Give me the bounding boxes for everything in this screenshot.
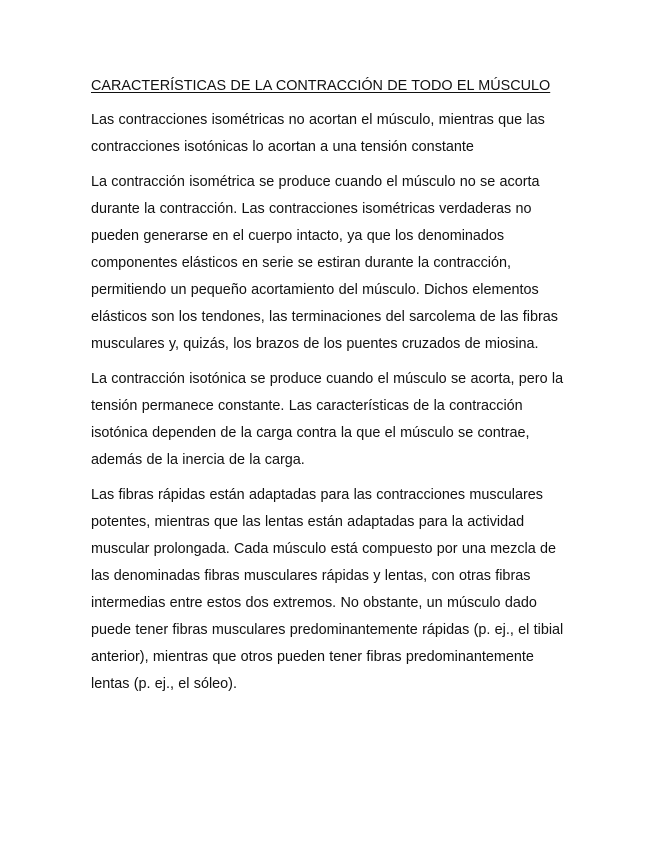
paragraph-3: La contracción isotónica se produce cuando el músculo se acorta, pero la tensión permanece constante. Las características de la contracción isotónica dependen de la carga contra la que el músculo se contrae, además de la inercia de la carga.	[91, 371, 564, 468]
paragraph-4: Las fibras rápidas están adaptadas para las contracciones musculares potentes, mientras que las lentas están adaptadas para la actividad muscular prolongada. Cada músculo está compuesto por una mezcla de las denominadas fibras musculares rápidas y lentas, con otras fibras intermedias entre estos dos extremos. No obstante, un músculo dado puede tener fibras musculares predominantemente rápidas (p. ej., el tibial anterior), mientras que otros pueden tener fibras predominantemente lentas (p. ej., el sóleo).	[91, 487, 564, 692]
paragraph-2: La contracción isométrica se produce cuando el músculo no se acorta durante la contracción. Las contracciones isométricas verdaderas no pueden generarse en el cuerpo intacto, ya que los denominados componentes elásticos en serie se estiran durante la contracción, permitiendo un pequeño acortamiento del músculo. Dichos elementos elásticos son los tendones, las terminaciones del sarcolema de las fibras musculares y, quizás, los brazos de los puentes cruzados de miosina.	[91, 174, 558, 352]
page-title: CARACTERÍSTICAS DE LA CONTRACCIÓN DE TODO EL MÚSCULO	[91, 78, 551, 94]
paragraph-1: Las contracciones isométricas no acortan el músculo, mientras que las contracciones isotónicas lo acortan a una tensión constante	[91, 112, 545, 155]
document-body	[91, 73, 571, 706]
